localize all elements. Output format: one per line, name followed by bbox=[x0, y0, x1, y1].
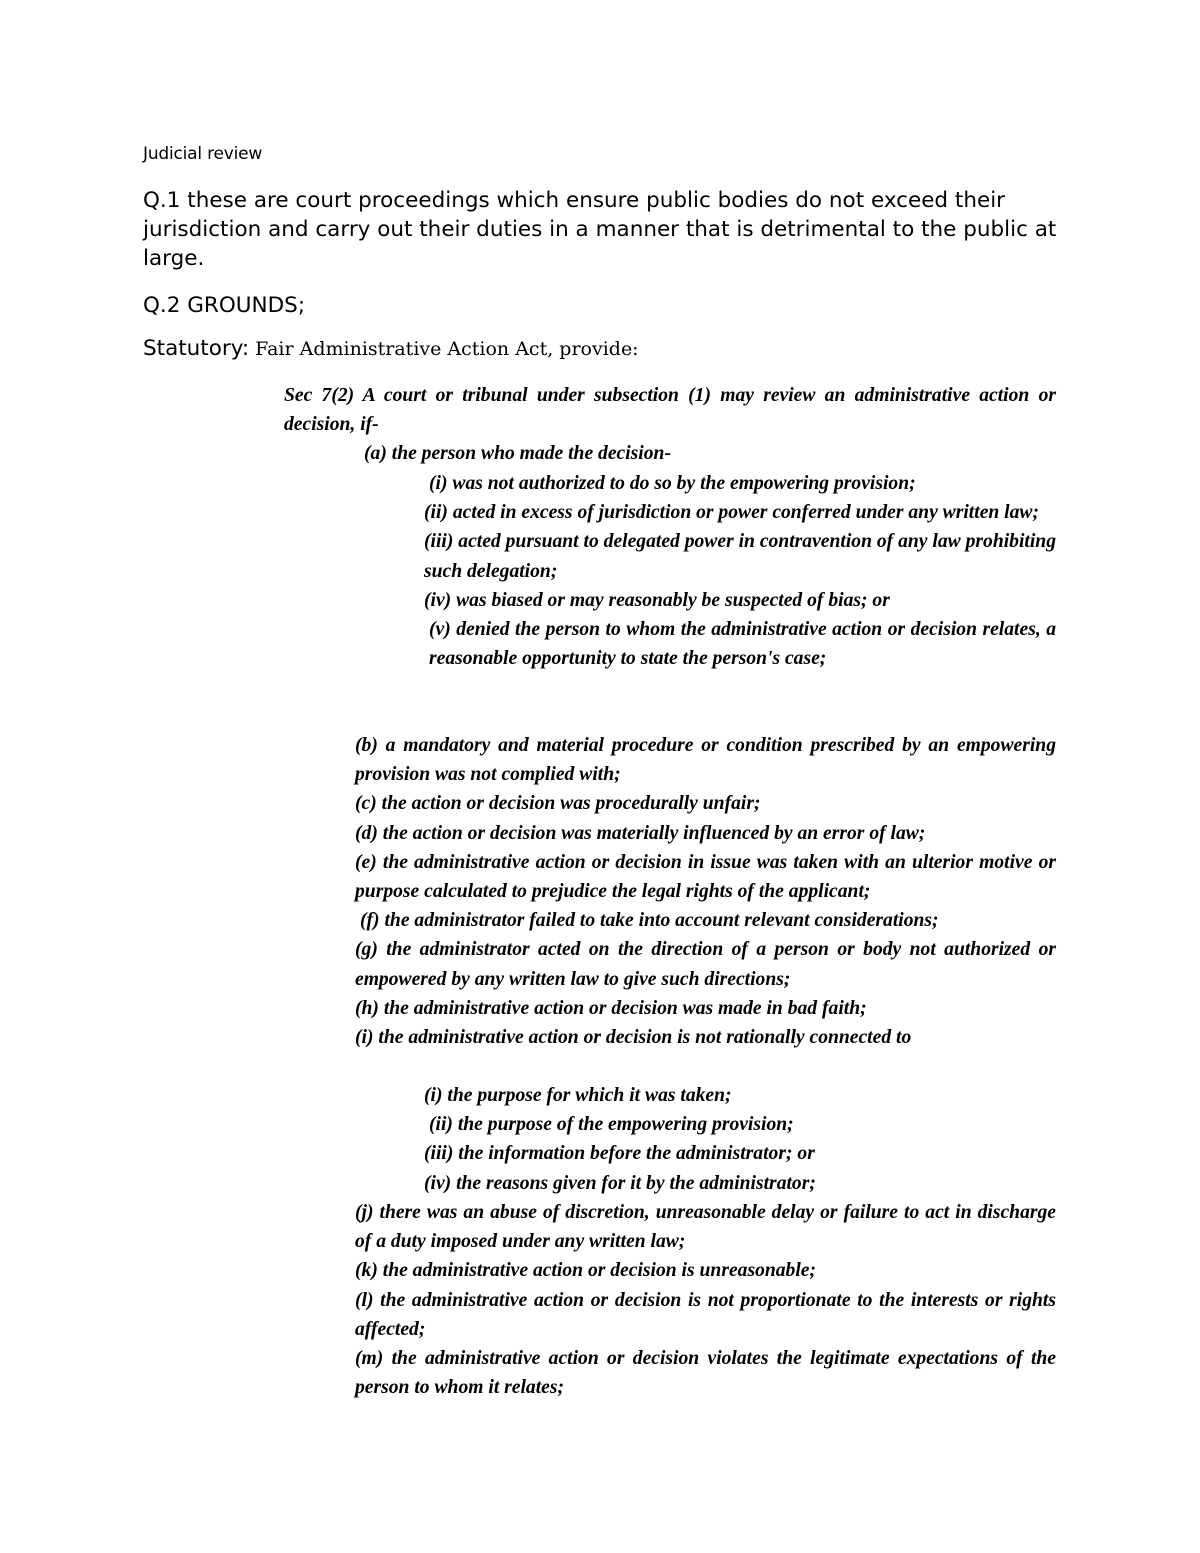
clause-g: (g) the administrator acted on the direction of a person or body not authorized or empowered by any written law to give such directions; bbox=[355, 939, 1056, 990]
clause-c: (c) the action or decision was procedurally unfair; bbox=[355, 793, 761, 815]
statutory-text: Fair Administrative Action Act, provide: bbox=[249, 338, 639, 360]
clause-d: (d) the action or decision was materially influenced by an error of law; bbox=[355, 822, 926, 844]
clauses-b-to-i bbox=[355, 731, 1056, 1052]
clause-b: (b) a mandatory and material procedure or condition prescribed by an empowering provision was not complied with; bbox=[355, 735, 1056, 786]
clause-i-iv: (iv) the reasons given for it by the administrator; bbox=[424, 1172, 816, 1194]
clause-i-ii: (ii) the purpose of the empowering provision; bbox=[429, 1114, 794, 1136]
clause-a-iii: (iii) acted pursuant to delegated power in contravention of any law prohibiting such delegation; bbox=[424, 531, 1056, 582]
statutory-line bbox=[143, 336, 639, 361]
clause-k: (k) the administrative action or decision is unreasonable; bbox=[355, 1260, 817, 1282]
heading-q2: Q.2 GROUNDS; bbox=[143, 293, 306, 318]
section-intro: Sec 7(2) A court or tribunal under subsection (1) may review an administrative action or decision, if- bbox=[284, 385, 1056, 436]
clause-a-subitems bbox=[424, 469, 1056, 673]
clause-a: (a) the person who made the decision- bbox=[364, 443, 671, 464]
statutory-label: Statutory: bbox=[143, 336, 250, 361]
clause-l: (l) the administrative action or decision is not proportionate to the interests or rights affected; bbox=[355, 1289, 1056, 1340]
clause-e: (e) the administrative action or decision in issue was taken with an ulterior motive or purpose calculated to prejudice the legal rights of the applicant; bbox=[355, 851, 1056, 903]
clause-a-iv: (iv) was biased or may reasonably be suspected of bias; or bbox=[424, 589, 890, 611]
clause-i-subitems bbox=[424, 1081, 1056, 1198]
clause-f: (f) the administrator failed to take into account relevant considerations; bbox=[360, 910, 939, 932]
clause-i: (i) the administrative action or decision is not rationally connected to bbox=[355, 1027, 912, 1049]
clause-i-i: (i) the purpose for which it was taken; bbox=[424, 1085, 732, 1106]
document-title: Judicial review bbox=[143, 144, 263, 164]
clause-a-ii: (ii) acted in excess of jurisdiction or power conferred under any written law; bbox=[424, 502, 1040, 524]
clause-m: (m) the administrative action or decision violates the legitimate expectations of the person to whom it relates; bbox=[355, 1348, 1056, 1399]
clause-i-iii: (iii) the information before the administrator; or bbox=[424, 1143, 815, 1165]
clause-j: (j) there was an abuse of discretion, unreasonable delay or failure to act in discharge of a duty imposed under any written law; bbox=[355, 1202, 1056, 1253]
clause-a-v: (v) denied the person to whom the administrative action or decision relates, a reasonable opportunity to state the person's case; bbox=[429, 619, 1056, 670]
clauses-j-to-m bbox=[355, 1198, 1056, 1402]
answer-q1: Q.1 these are court proceedings which ensure public bodies do not exceed their jurisdiction and carry out their duties in a manner that is detrimental to the public at large. bbox=[143, 188, 1057, 271]
clause-h: (h) the administrative action or decision was made in bad faith; bbox=[355, 997, 867, 1019]
clause-a-i: (i) was not authorized to do so by the empowering provision; bbox=[429, 473, 916, 494]
